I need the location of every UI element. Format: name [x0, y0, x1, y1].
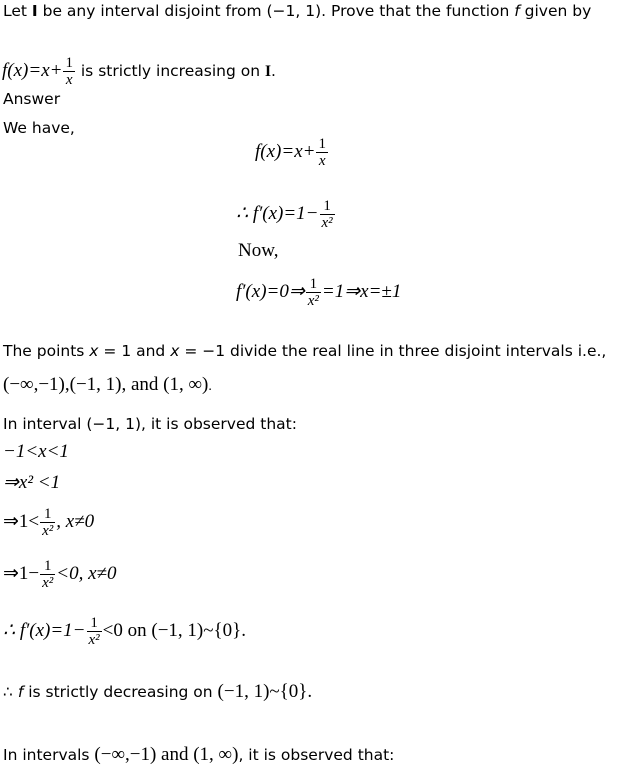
conclusion: ∴ f is strictly decreasing on (−1, 1)~{0}.: [3, 681, 313, 702]
step-2: ⇒x² <1: [3, 472, 61, 493]
interval-heading: In interval (−1, 1), it is observed that:: [3, 415, 297, 433]
eq-function: f(x)=x+ $\frac{1}{x}$: [255, 136, 326, 170]
eq-derivative: ∴ f′(x)=1− $\frac{1}{\text{x²}}$: [236, 198, 333, 232]
eq-critical: f′(x)=0⇒ $\frac{1}{\text{x²}}$ =1⇒x=±1: [236, 276, 402, 310]
we-have-text: We have,: [3, 119, 75, 137]
answer-label: Answer: [3, 90, 61, 108]
intervals-list: (−∞,−1),(−1, 1), and (1, ∞).: [3, 374, 212, 395]
now-text: Now,: [238, 240, 279, 261]
step-5: ∴ f′(x)=1− $\frac{1}{\text{x²}}$ <0 on (−1, 1)~{0}.: [3, 615, 247, 649]
step-3: ⇒1< $\frac{1}{\text{x²}}$ , x≠0: [3, 506, 95, 540]
question-line-2: f(x)=x+ $\frac{1}{x}$ is strictly increasing on I.: [2, 55, 276, 88]
step-1: −1<x<1: [3, 441, 69, 462]
question-line-1: Let I be any interval disjoint from (−1, 1). Prove that the function f given by: [3, 2, 592, 20]
step-4: ⇒1− $\frac{1}{\text{x²}}$ <0, x≠0: [3, 558, 117, 592]
points-text: The points x = 1 and x = −1 divide the real line in three disjoint intervals i.e.,: [3, 342, 607, 360]
intervals2-heading: In intervals (−∞,−1) and (1, ∞), it is observed that:: [3, 744, 395, 765]
